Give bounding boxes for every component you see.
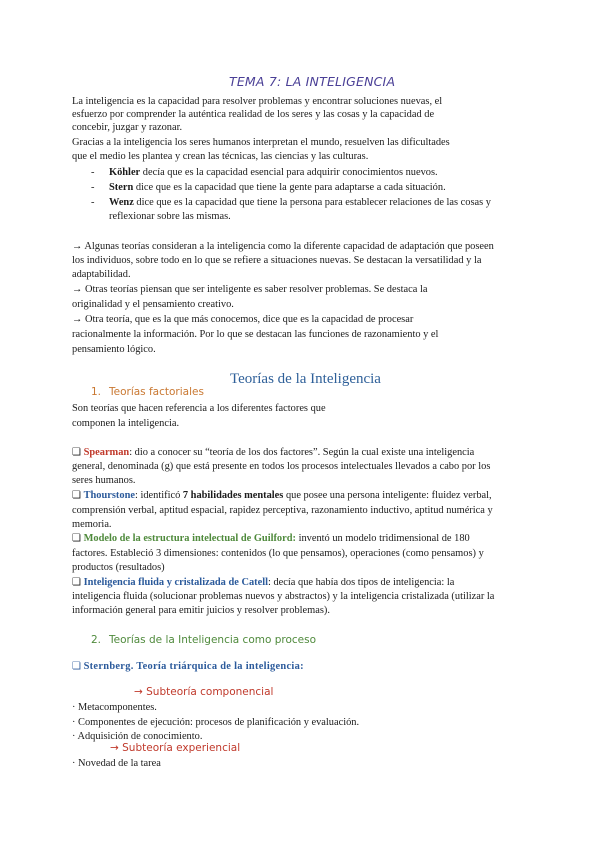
theory-text: inventó un modelo tridimensional de 180 <box>295 533 470 544</box>
theory-bold-text: 7 habilidades mentales <box>182 490 284 501</box>
subheading-proceso <box>91 634 316 646</box>
author-text: dice que es la capacidad que tiene la persona para establecer relaciones de las cosas y <box>133 197 491 208</box>
theory-catell-l2: inteligencia fluida (solucionar problemas nuevos y abstractos) y la inteligencia cristalizada (utilizar la <box>72 591 495 602</box>
theory-guilford-l3: productos (resultados) <box>72 562 165 573</box>
para-line-3: adaptabilidad. <box>72 269 131 280</box>
theory-thourstone <box>72 489 492 502</box>
comp-item-1: · Metacomponentes. <box>72 702 157 713</box>
theory-spearman-l2: general, denominada (g) que está presente en todos los procesos intelectuales llevados a cabo por los <box>72 461 491 472</box>
author-name: Wenz <box>109 197 134 208</box>
author-wenz <box>91 196 491 209</box>
para-line-8: pensamiento lógico. <box>72 344 156 355</box>
para-line-1: → Algunas teorías consideran a la inteligencia como la diferente capacidad de adaptación que poseen <box>72 241 494 252</box>
subheading-factoriales <box>91 386 204 398</box>
sternberg-heading <box>72 660 304 673</box>
sternberg-title: Sternberg. Teoría triárquica de la inteligencia: <box>83 661 304 672</box>
author-text: decía que es la capacidad esencial para adquirir conocimientos nuevos. <box>140 167 438 178</box>
subtheory-componencial: → Subteoría componencial <box>134 686 274 698</box>
dash: - <box>91 182 95 193</box>
theory-guilford-l2: factores. Estableció 3 dimensiones: contenidos (lo que pensamos), operaciones (como pensamos) y <box>72 548 484 559</box>
para-line-6: → Otra teoría, que es la que más conocemos, dice que es la capacidad de procesar <box>72 314 414 325</box>
theory-text-post: que posee una persona inteligente: fluidez verbal, <box>283 490 492 501</box>
intro-line-1: La inteligencia es la capacidad para resolver problemas y encontrar soluciones nuevas, el <box>72 96 443 107</box>
author-name: Stern <box>109 182 134 193</box>
para-line-7: racionalmente la información. Por lo que se destacan las funciones de razonamiento y el <box>72 329 439 340</box>
comp-item-2: · Componentes de ejecución: procesos de planificación y evaluación. <box>72 717 360 728</box>
checkbox-icon: ❏ <box>72 533 81 544</box>
intro-line-4: Gracias a la inteligencia los seres humanos interpretan el mundo, resuelven las dificultades <box>72 137 450 148</box>
author-name: Köhler <box>109 167 141 178</box>
checkbox-icon: ❏ <box>72 577 81 588</box>
subtheory-experiencial: → Subteoría experiencial <box>110 742 241 754</box>
theory-text: : dio a conocer su “teoría de los dos factores”. Según la cual existe una inteligencia <box>129 447 475 458</box>
theory-text: : identificó <box>134 490 183 501</box>
theory-thourstone-l2: comprensión verbal, aptitud espacial, rapidez perceptiva, razonamiento inductivo, aptitud numérica y <box>72 505 493 516</box>
comp-item-3: · Adquisición de conocimiento. <box>72 731 203 742</box>
dash: - <box>91 167 95 178</box>
theory-name: Thourstone <box>83 490 135 501</box>
sub1-text-1: Son teorías que hacen referencia a los diferentes factores que <box>72 403 326 414</box>
theory-spearman-l3: seres humanos. <box>72 475 136 486</box>
author-wenz-cont: reflexionar sobre las mismas. <box>109 211 231 222</box>
subheading-number: 2. <box>91 634 102 646</box>
intro-line-2: esfuerzo por comprender la auténtica realidad de los seres y las cosas y la capacidad de <box>72 109 435 120</box>
theory-text: : decía que había dos tipos de inteligencia: la <box>268 577 455 588</box>
para-line-4: → Otras teorías piensan que ser inteligente es saber resolver problemas. Se destaca la <box>72 284 428 295</box>
checkbox-icon: ❏ <box>72 447 81 458</box>
para-line-2: los individuos, sobre todo en lo que se refiere a situaciones nuevas. Se destacan la versatilidad y la <box>72 255 482 266</box>
theory-catell <box>72 576 454 589</box>
exp-item-1: · Novedad de la tarea <box>72 758 161 769</box>
theory-catell-l3: información general para emitir juicios y resolver problemas). <box>72 605 330 616</box>
dash: - <box>91 197 95 208</box>
subheading-label: Teorías factoriales <box>109 386 204 398</box>
page-title: TEMA 7: LA INTELIGENCIA <box>229 74 396 89</box>
subheading-number: 1. <box>91 386 102 398</box>
author-kohler <box>91 166 438 179</box>
checkbox-icon: ❏ <box>72 490 81 501</box>
theory-name: Modelo de la estructura intelectual de Guilford: <box>83 533 296 544</box>
para-line-5: originalidad y el pensamiento creativo. <box>72 299 234 310</box>
section-title: Teorías de la Inteligencia <box>230 371 381 387</box>
author-text: dice que es la capacidad que tiene la gente para adaptarse a cada situación. <box>133 182 446 193</box>
theory-name: Inteligencia fluida y cristalizada de Catell <box>83 577 268 588</box>
author-stern <box>91 181 446 194</box>
intro-line-5: que el medio les plantea y crean las técnicas, las ciencias y las culturas. <box>72 151 369 162</box>
subheading-label: Teorías de la Inteligencia como proceso <box>109 634 317 646</box>
theory-guilford <box>72 532 470 545</box>
checkbox-icon: ❏ <box>72 661 81 672</box>
sub1-text-2: componen la inteligencia. <box>72 418 180 429</box>
theory-spearman <box>72 446 474 459</box>
theory-thourstone-l3: memoria. <box>72 519 112 530</box>
theory-name: Spearman <box>83 447 130 458</box>
intro-line-3: concebir, juzgar y razonar. <box>72 122 183 133</box>
